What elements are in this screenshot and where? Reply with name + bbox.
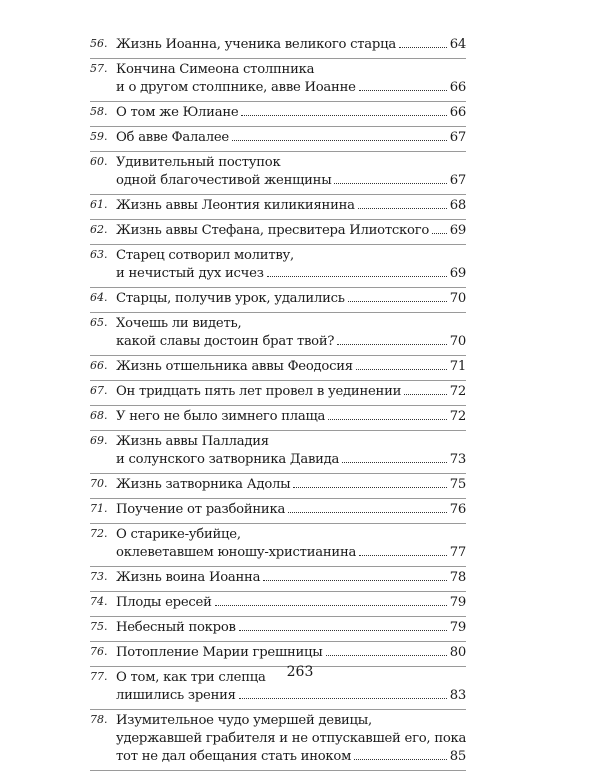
- toc-entry-line: [116, 748, 466, 766]
- dot-leader: [326, 655, 447, 656]
- toc-entry-page: 68: [449, 198, 466, 213]
- toc-entry-number: 75.: [90, 620, 108, 633]
- dot-leader: [359, 90, 447, 91]
- toc-entry-line: [116, 172, 466, 190]
- toc-entry-page: 72: [449, 384, 466, 399]
- dot-leader: [356, 369, 447, 370]
- toc-entry-title: Хочешь ли видеть,: [116, 316, 242, 331]
- toc-entry-title: одной благочестивой женщины: [116, 173, 332, 188]
- dot-leader: [358, 208, 447, 209]
- toc-entry-title: Плоды ересей: [116, 595, 212, 610]
- dot-leader: [399, 47, 447, 48]
- dot-leader: [267, 276, 447, 277]
- dot-leader: [232, 140, 447, 141]
- toc-entry-line: [116, 712, 466, 730]
- toc-entry-page: 72: [449, 409, 466, 424]
- toc-entry-title: Старцы, получив урок, удалились: [116, 291, 345, 306]
- toc-entry-page: 69: [449, 223, 466, 238]
- toc-entry-number: 65.: [90, 316, 108, 329]
- toc-entry-title: оклеветавшем юношу-христианина: [116, 545, 357, 560]
- toc-entry-page: 85: [449, 749, 466, 764]
- toc-entry-line: [116, 197, 466, 215]
- toc-entry: [90, 431, 466, 474]
- toc-entry-line: [116, 619, 466, 637]
- dot-leader: [334, 183, 446, 184]
- dot-leader: [337, 344, 447, 345]
- toc-entry-line: [116, 594, 466, 612]
- toc-entry-title: Потопление Марии грешницы: [116, 645, 323, 660]
- toc-entry-number: 76.: [90, 645, 108, 658]
- toc-entry: [90, 102, 466, 127]
- toc-entry-title: Кончина Симеона столпника: [116, 62, 315, 77]
- toc-entry-page: 66: [449, 80, 466, 95]
- dot-leader: [342, 462, 447, 463]
- toc-entry-title: Изумительное чудо умершей девицы,: [116, 713, 372, 728]
- toc-entry-number: 70.: [90, 477, 108, 490]
- toc-entry-line: [116, 154, 466, 172]
- toc-entry-number: 67.: [90, 384, 108, 397]
- toc-entry: [90, 524, 466, 567]
- toc-entry-page: 77: [449, 545, 466, 560]
- toc-entry-title: какой славы достоин брат твой?: [116, 334, 335, 349]
- toc-entry-number: 77.: [90, 670, 108, 683]
- toc-entry-line: [116, 501, 466, 519]
- dot-leader: [263, 580, 447, 581]
- toc-entry: [90, 245, 466, 288]
- toc-entry-number: 59.: [90, 130, 108, 143]
- toc-entry-page: 83: [449, 688, 466, 703]
- toc-entry-title: Удивительный поступок: [116, 155, 281, 170]
- dot-leader: [288, 512, 447, 513]
- toc-entry-title: Поучение от разбойника: [116, 502, 286, 517]
- toc-entry-number: 56.: [90, 37, 108, 50]
- toc-entry-line: [116, 290, 466, 308]
- toc-entry-number: 57.: [90, 62, 108, 75]
- toc-entry: [90, 356, 466, 381]
- toc-entry-number: 60.: [90, 155, 108, 168]
- toc-entry-line: [116, 358, 466, 376]
- toc-entry: [90, 381, 466, 406]
- toc-entry-page: 64: [449, 37, 466, 52]
- toc-entry-line: [116, 61, 466, 79]
- dot-leader: [328, 419, 447, 420]
- toc-entry-title: Старец сотворил молитву,: [116, 248, 294, 263]
- toc-entry-line: [116, 644, 466, 662]
- toc-entry-page: 70: [449, 291, 466, 306]
- toc-entry-title: лишились зрения: [116, 688, 236, 703]
- toc-entry-title: Жизнь аввы Леонтия киликиянина: [116, 198, 355, 213]
- toc-entry-title: О том же Юлиане: [116, 105, 239, 120]
- toc-entry-title: Жизнь аввы Палладия: [116, 434, 269, 449]
- dot-leader: [359, 555, 447, 556]
- toc-entry-line: [116, 569, 466, 587]
- toc-entry-page: 66: [449, 105, 466, 120]
- dot-leader: [239, 698, 447, 699]
- table-of-contents: [90, 34, 466, 771]
- toc-entry-page: 70: [449, 334, 466, 349]
- dot-leader: [348, 301, 447, 302]
- toc-entry-line: [116, 687, 466, 705]
- toc-entry-number: 74.: [90, 595, 108, 608]
- toc-entry: [90, 34, 466, 59]
- toc-entry-number: 71.: [90, 502, 108, 515]
- toc-entry-line: [116, 451, 466, 469]
- toc-entry-page: 71: [449, 359, 466, 374]
- toc-entry: [90, 406, 466, 431]
- toc-entry-number: 63.: [90, 248, 108, 261]
- toc-entry: [90, 474, 466, 499]
- toc-entry-line: [116, 333, 466, 351]
- toc-entry-page: 67: [449, 173, 466, 188]
- toc-entry-line: [116, 36, 466, 54]
- dot-leader: [241, 115, 446, 116]
- toc-entry-title: О том, как три слепца: [116, 670, 266, 685]
- toc-entry-line: [116, 247, 466, 265]
- toc-entry-line: [116, 315, 466, 333]
- toc-entry-page: 73: [449, 452, 466, 467]
- toc-entry-title: удержавшей грабителя и не отпускавшей его, пока: [116, 731, 467, 746]
- toc-entry-title: О старике-убийце,: [116, 527, 241, 542]
- toc-entry-title: У него не было зимнего плаща: [116, 409, 326, 424]
- toc-entry-title: Жизнь аввы Стефана, пресвитера Илиотского: [116, 223, 430, 238]
- toc-entry-title: тот не дал обещания стать иноком: [116, 749, 352, 764]
- toc-entry-title: и о другом столпнике, авве Иоанне: [116, 80, 356, 95]
- toc-entry-page: 76: [449, 502, 466, 517]
- toc-entry-line: [116, 265, 466, 283]
- toc-entry-line: [116, 129, 466, 147]
- toc-entry-line: [116, 730, 466, 748]
- toc-entry-page: 80: [449, 645, 466, 660]
- toc-entry-number: 73.: [90, 570, 108, 583]
- dot-leader: [354, 759, 447, 760]
- dot-leader: [239, 630, 447, 631]
- toc-entry-line: [116, 222, 466, 240]
- toc-entry-title: Он тридцать пять лет провел в уединении: [116, 384, 402, 399]
- toc-entry-title: Об авве Фалалее: [116, 130, 229, 145]
- toc-entry-number: 58.: [90, 105, 108, 118]
- toc-entry-page: 67: [449, 130, 466, 145]
- toc-entry-title: и солунского затворника Давида: [116, 452, 340, 467]
- dot-leader: [432, 233, 447, 234]
- toc-entry-line: [116, 408, 466, 426]
- toc-entry: [90, 288, 466, 313]
- toc-entry-page: 79: [449, 620, 466, 635]
- dot-leader: [215, 605, 447, 606]
- toc-entry-number: 69.: [90, 434, 108, 447]
- toc-entry: [90, 313, 466, 356]
- toc-entry-page: 75: [449, 477, 466, 492]
- toc-entry-number: 68.: [90, 409, 108, 422]
- toc-entry-number: 72.: [90, 527, 108, 540]
- toc-entry-title: Жизнь затворника Адолы: [116, 477, 291, 492]
- dot-leader: [293, 487, 446, 488]
- toc-entry-line: [116, 476, 466, 494]
- toc-entry: [90, 710, 466, 771]
- toc-entry-line: [116, 544, 466, 562]
- toc-entry-number: 62.: [90, 223, 108, 236]
- toc-entry: [90, 59, 466, 102]
- toc-entry-page: 78: [449, 570, 466, 585]
- toc-entry-line: [116, 383, 466, 401]
- toc-entry-number: 78.: [90, 713, 108, 726]
- toc-entry-page: 79: [449, 595, 466, 610]
- toc-entry-number: 61.: [90, 198, 108, 211]
- toc-entry: [90, 617, 466, 642]
- toc-entry-number: 66.: [90, 359, 108, 372]
- toc-entry-title: Жизнь отшельника аввы Феодосия: [116, 359, 353, 374]
- toc-entry-title: Небесный покров: [116, 620, 236, 635]
- toc-entry: [90, 127, 466, 152]
- toc-entry-title: Жизнь Иоанна, ученика великого старца: [116, 37, 396, 52]
- toc-entry-title: Жизнь воина Иоанна: [116, 570, 261, 585]
- toc-entry-line: [116, 79, 466, 97]
- toc-entry: [90, 567, 466, 592]
- toc-entry-page: 69: [449, 266, 466, 281]
- page-number: 263: [286, 664, 314, 680]
- toc-entry-line: [116, 104, 466, 122]
- toc-entry: [90, 220, 466, 245]
- toc-entry: [90, 499, 466, 524]
- toc-entry: [90, 195, 466, 220]
- toc-entry: [90, 152, 466, 195]
- dot-leader: [404, 394, 447, 395]
- toc-entry-title: и нечистый дух исчез: [116, 266, 264, 281]
- toc-entry-line: [116, 526, 466, 544]
- toc-entry-number: 64.: [90, 291, 108, 304]
- toc-entry: [90, 592, 466, 617]
- toc-entry-line: [116, 433, 466, 451]
